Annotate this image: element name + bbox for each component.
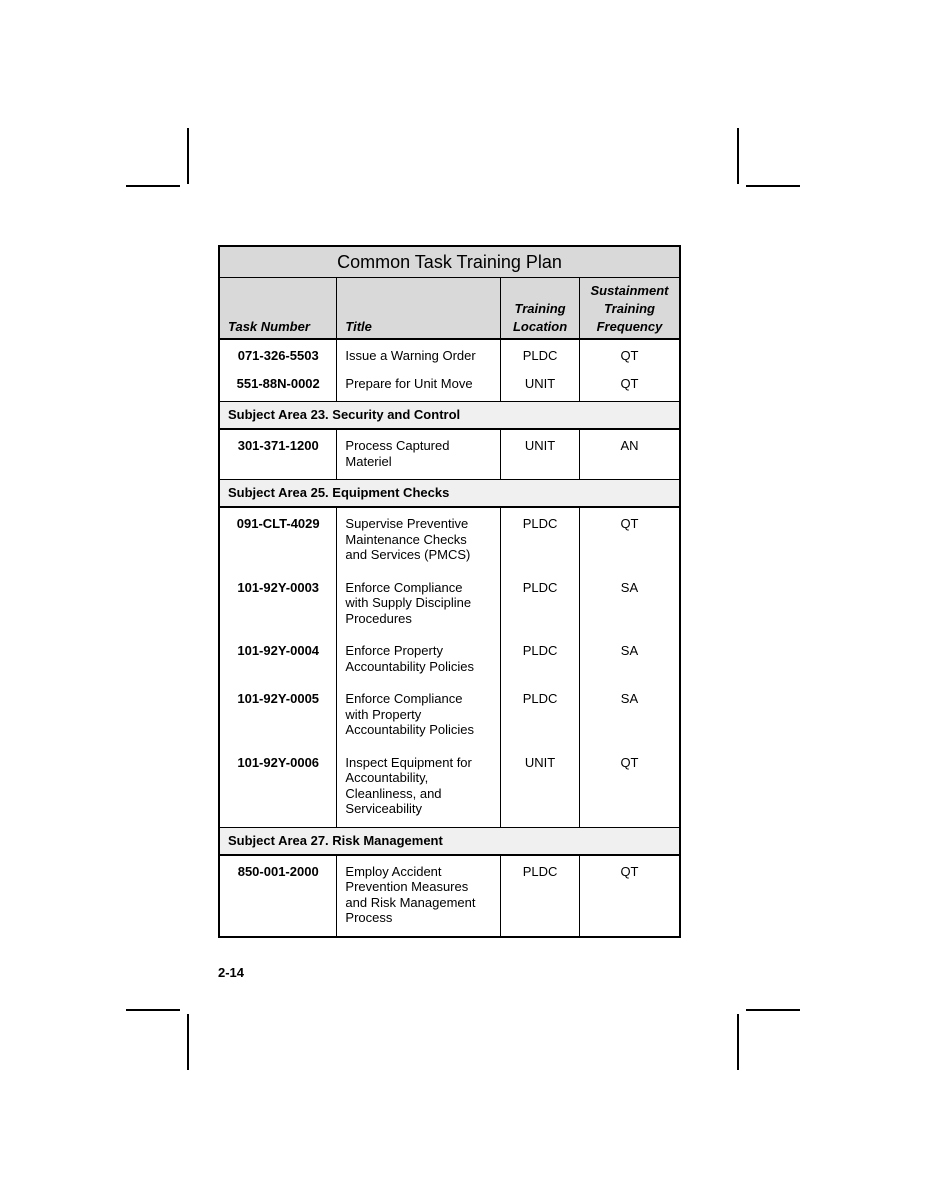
task-title: Prepare for Unit Move	[337, 368, 501, 402]
crop-mark-bottom-left-vertical	[187, 1014, 189, 1070]
training-plan-table	[218, 245, 681, 938]
table-row	[219, 567, 680, 631]
subject-area-row	[219, 480, 680, 508]
table-title-row	[219, 246, 680, 278]
subject-area-27-label: Subject Area 27. Risk Management	[219, 827, 680, 855]
task-title: Employ Accident Prevention Measures and Risk Management Process	[337, 855, 501, 937]
crop-mark-top-right-vertical	[737, 128, 739, 184]
task-frequency: QT	[579, 507, 680, 567]
task-frequency: SA	[579, 630, 680, 678]
task-number: 101-92Y-0006	[219, 742, 337, 828]
table-row	[219, 742, 680, 828]
task-location: UNIT	[501, 429, 580, 480]
task-location: UNIT	[501, 742, 580, 828]
task-number: 091-CLT-4029	[219, 507, 337, 567]
task-location: PLDC	[501, 339, 580, 368]
table-row	[219, 339, 680, 368]
table-row	[219, 368, 680, 402]
task-number: 101-92Y-0004	[219, 630, 337, 678]
task-number: 850-001-2000	[219, 855, 337, 937]
header-title: Title	[337, 278, 501, 340]
task-frequency: SA	[579, 567, 680, 631]
table-row	[219, 630, 680, 678]
crop-mark-top-left-horizontal	[126, 185, 180, 187]
table-title: Common Task Training Plan	[219, 246, 680, 278]
task-location: PLDC	[501, 855, 580, 937]
table-row	[219, 855, 680, 937]
task-title: Supervise Preventive Maintenance Checks and Services (PMCS)	[337, 507, 501, 567]
crop-mark-top-left-vertical	[187, 128, 189, 184]
task-title: Process Captured Materiel	[337, 429, 501, 480]
table-row	[219, 507, 680, 567]
task-frequency: QT	[579, 339, 680, 368]
subject-area-row	[219, 827, 680, 855]
task-title: Enforce Compliance with Property Accountability Policies	[337, 678, 501, 742]
task-number: 101-92Y-0005	[219, 678, 337, 742]
crop-mark-bottom-right-horizontal	[746, 1009, 800, 1011]
task-title: Enforce Compliance with Supply Discipline Procedures	[337, 567, 501, 631]
subject-area-row	[219, 402, 680, 430]
task-title: Inspect Equipment for Accountability, Cleanliness, and Serviceability	[337, 742, 501, 828]
crop-mark-top-right-horizontal	[746, 185, 800, 187]
table-row	[219, 429, 680, 480]
task-title: Issue a Warning Order	[337, 339, 501, 368]
subject-area-25-label: Subject Area 25. Equipment Checks	[219, 480, 680, 508]
header-task-number: Task Number	[219, 278, 337, 340]
task-location: PLDC	[501, 567, 580, 631]
table-row	[219, 678, 680, 742]
task-location: PLDC	[501, 507, 580, 567]
crop-mark-bottom-right-vertical	[737, 1014, 739, 1070]
task-location: PLDC	[501, 630, 580, 678]
task-title: Enforce Property Accountability Policies	[337, 630, 501, 678]
header-sustainment-frequency: Sustainment Training Frequency	[579, 278, 680, 340]
task-frequency: QT	[579, 855, 680, 937]
task-number: 301-371-1200	[219, 429, 337, 480]
page-number: 2-14	[218, 965, 245, 980]
crop-mark-bottom-left-horizontal	[126, 1009, 180, 1011]
subject-area-23-label: Subject Area 23. Security and Control	[219, 402, 680, 430]
task-location: UNIT	[501, 368, 580, 402]
task-frequency: AN	[579, 429, 680, 480]
task-frequency: QT	[579, 368, 680, 402]
task-frequency: SA	[579, 678, 680, 742]
task-number: 101-92Y-0003	[219, 567, 337, 631]
column-header-row	[219, 278, 680, 340]
task-location: PLDC	[501, 678, 580, 742]
header-training-location: Training Location	[501, 278, 580, 340]
task-number: 551-88N-0002	[219, 368, 337, 402]
task-frequency: QT	[579, 742, 680, 828]
task-number: 071-326-5503	[219, 339, 337, 368]
